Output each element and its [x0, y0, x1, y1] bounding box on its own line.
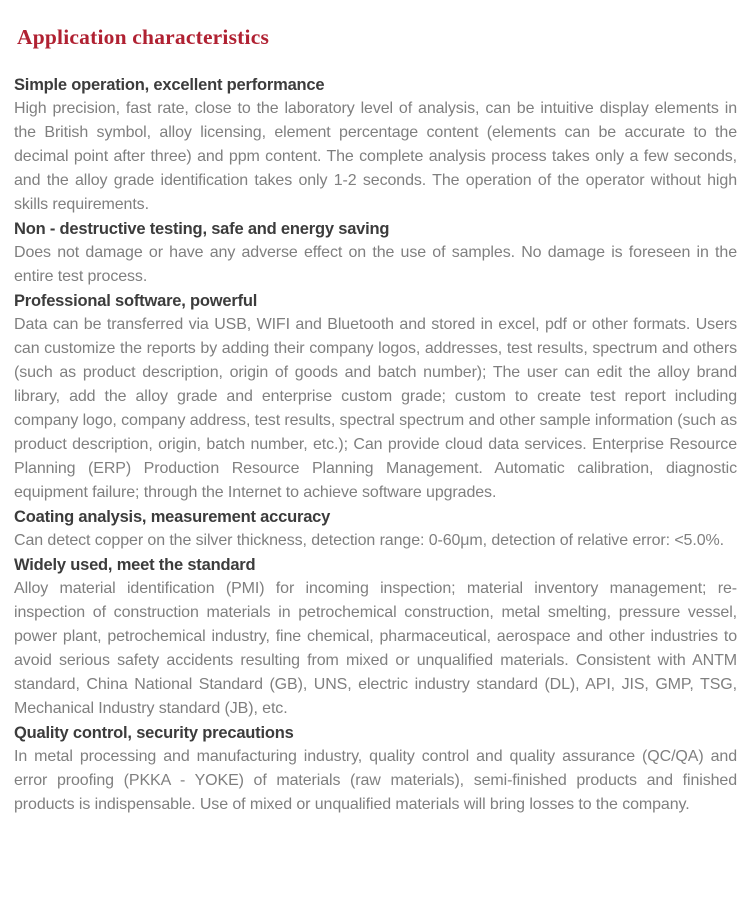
section-quality-control	[14, 721, 737, 817]
section-body: Does not damage or have any adverse effect on the use of samples. No damage is foreseen in the entire test process.	[14, 244, 737, 285]
section-body: Data can be transferred via USB, WIFI and Bluetooth and stored in excel, pdf or other formats. Users can customize the reports by adding their company logos, addresses, test results, spectrum and others (such as product description, origin of goods and batch number); The user can edit the alloy brand library, add the alloy grade and enterprise custom grade; custom to create test report including company logo, company address, test results, spectral spectrum and other sample information (such as product description, origin, batch number, etc.); Can provide cloud data services. Enterprise Resource Planning (ERP) Production Resource Planning Management. Automatic calibration, diagnostic equipment failure; through the Internet to achieve software upgrades.	[14, 316, 737, 501]
section-body: Can detect copper on the silver thickness, detection range: 0-60μm, detection of relative error: <5.0%.	[14, 532, 724, 549]
page-title: Application characteristics	[17, 25, 270, 49]
section-body: Alloy material identification (PMI) for incoming inspection; material inventory management; re-inspection of construction materials in petrochemical construction, metal smelting, pressure vessel, power plant, petrochemical industry, fine chemical, pharmaceutical, aerospace and other industries to avoid serious safety accidents resulting from mixed or unqualified materials. Consistent with ANTM standard, China National Standard (GB), UNS, electric industry standard (DL), API, JIS, GMP, TSG, Mechanical Industry standard (JB), etc.	[14, 580, 737, 717]
section-widely-used	[14, 553, 737, 721]
section-non-destructive	[14, 217, 737, 289]
section-professional-software	[14, 289, 737, 505]
section-body: In metal processing and manufacturing industry, quality control and quality assurance (QC/QA) and error proofing (PKKA - YOKE) of materials (raw materials), semi-finished products and finished products is indispensable. Use of mixed or unqualified materials will bring losses to the company.	[14, 748, 737, 813]
sections	[14, 73, 737, 817]
section-heading: Widely used, meet the standard	[14, 556, 256, 574]
section-heading: Non - destructive testing, safe and energy saving	[14, 220, 390, 238]
section-heading: Professional software, powerful	[14, 292, 258, 310]
section-heading: Quality control, security precautions	[14, 724, 294, 742]
section-coating-analysis	[14, 505, 737, 553]
section-heading: Simple operation, excellent performance	[14, 76, 325, 94]
section-simple-operation	[14, 73, 737, 217]
section-body: High precision, fast rate, close to the laboratory level of analysis, can be intuitive display elements in the British symbol, alloy licensing, element percentage content (elements can be accurate to the decimal point after three) and ppm content. The complete analysis process takes only a few seconds, and the alloy grade identification takes only 1-2 seconds. The operation of the operator without high skills requirements.	[14, 100, 737, 213]
section-heading: Coating analysis, measurement accuracy	[14, 508, 331, 526]
